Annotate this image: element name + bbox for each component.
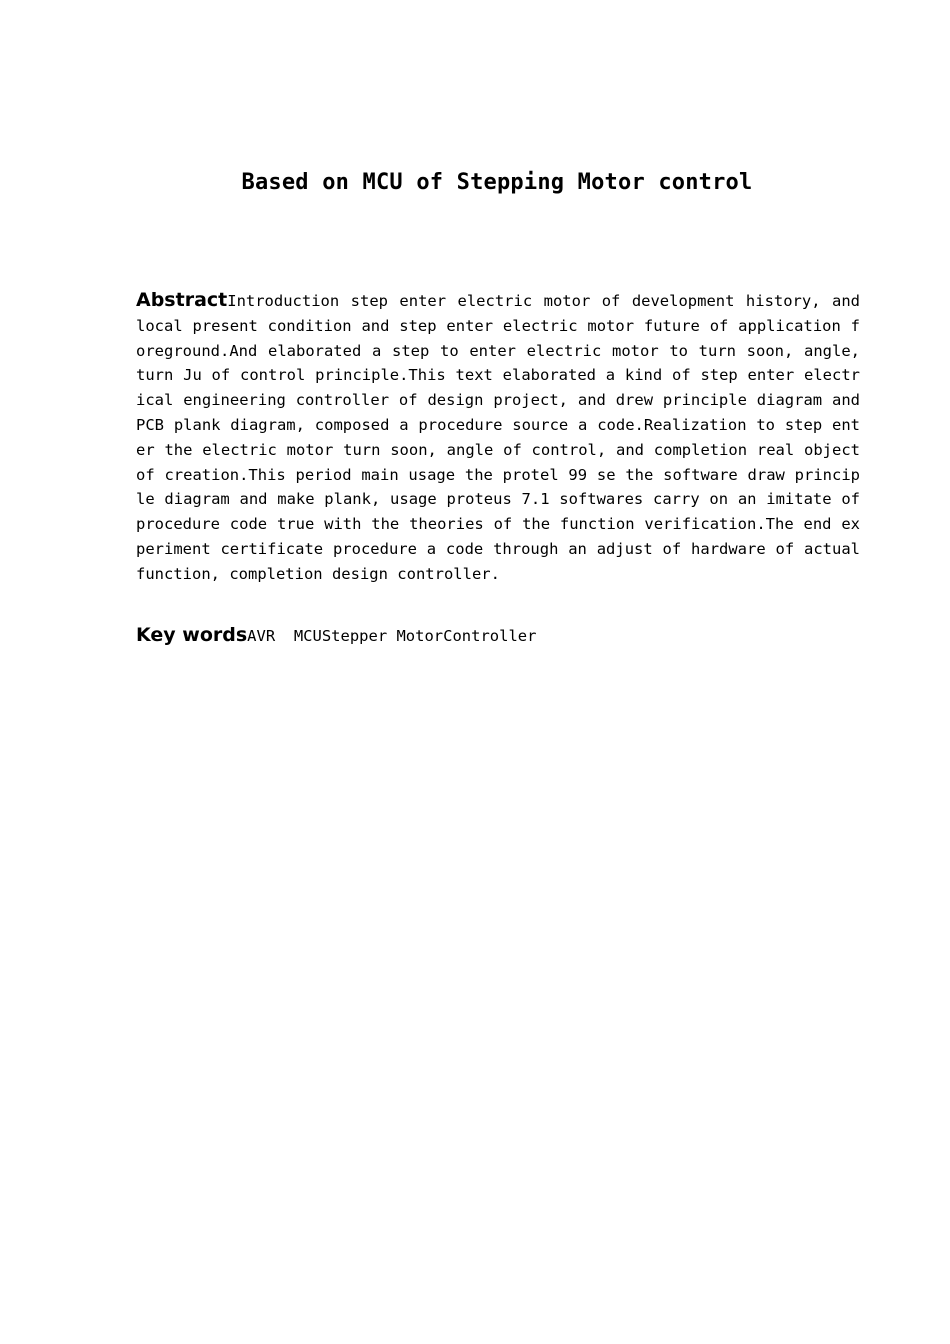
keywords-line — [136, 623, 860, 648]
abstract-label: Abstract — [136, 289, 228, 311]
abstract-paragraph — [136, 288, 860, 587]
keywords-label: Key words — [136, 624, 248, 646]
abstract-text: Introduction step enter electric motor of development history, and local present condition and step enter electric motor future of application foreground.And elaborated a step to enter electric motor to turn soon, angle, turn Ju of control principle.This text elaborated a kind of step enter electrical engineering controller of design project, and drew principle diagram and PCB plank diagram, composed a procedure source a code.Realization to step enter the electric motor turn soon, angle of control, and completion real object of creation.This period main usage the protel 99 se the software draw principle diagram and make plank, usage proteus 7.1 softwares carry on an imitate of procedure code true with the theories of the function verification.The end experiment certificate procedure a code through an adjust of hardware of actual function, completion design controller. — [136, 292, 860, 583]
page-title: Based on MCU of Stepping Motor control — [241, 170, 753, 195]
keywords-text: AVR MCUStepper MotorController — [247, 627, 537, 645]
